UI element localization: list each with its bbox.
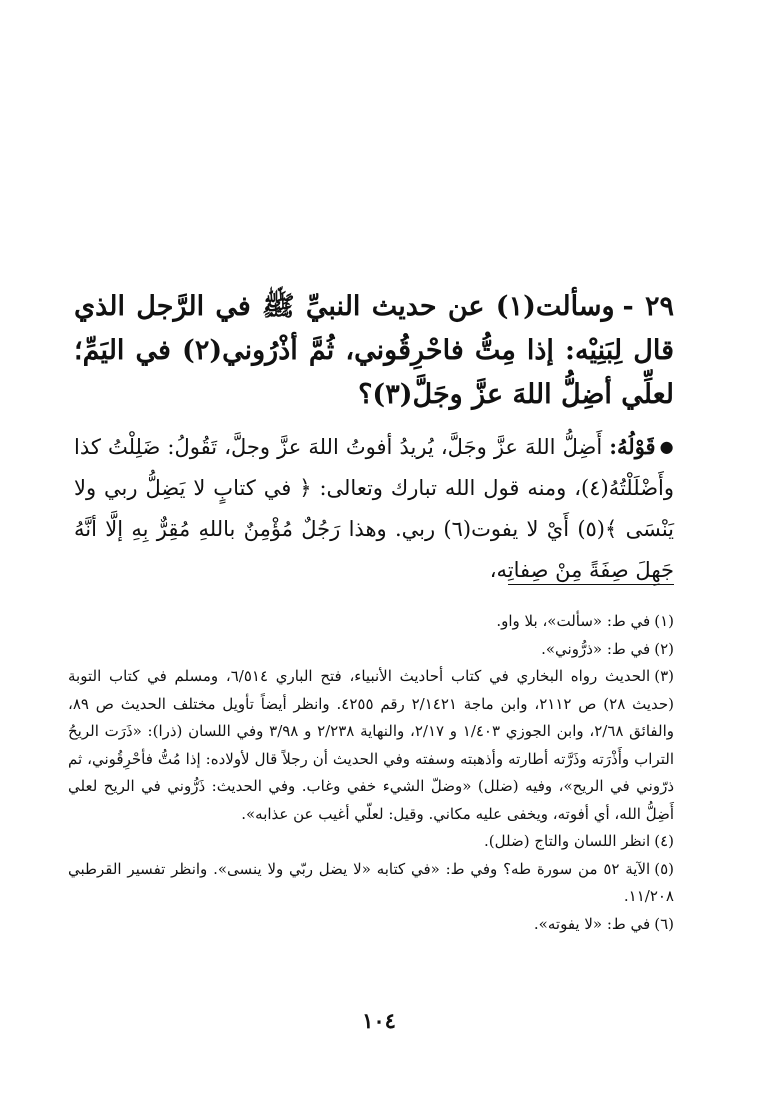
footnote-text: في ط: «ذرُّوني». xyxy=(541,639,651,658)
footnote-text: انظر اللسان والتاج (ضلل). xyxy=(484,832,651,850)
question-number: ٢٩ - xyxy=(622,291,674,322)
footnote-mark: (٥) xyxy=(654,859,674,878)
footnote-item xyxy=(68,828,674,856)
footnote-mark: (٣) xyxy=(654,667,674,685)
footnote-divider xyxy=(508,584,674,585)
footnote-mark: (٤) xyxy=(654,832,674,850)
answer-text: أَضِلُّ اللهَ عزَّ وجَلَّ، يُريدُ أفوتُ اللهَ عزَّ وجلَّ، تَقُولُ: ضَلِلْتُ كذا وأَضْلَلْتُهُ(٤)، ومنه قول الله تبارك وتعالى: ﴿ في كتابٍ لا يَضِلُّ ربي ولا يَنْسَى ﴾(٥) أَيْ لا يفوت(٦) ربي. وهذا رَجُلٌ مُؤْمِنٌ باللهِ مُقِرٌّ بِهِ إلَّا أنَّهُ جَهِلَ صِفَةً مِنْ صِفاتِه، xyxy=(74,435,675,582)
footnote-item xyxy=(68,856,674,911)
footnote-mark: (١) xyxy=(654,612,674,630)
footnote-text: الحديث رواه البخاري في كتاب أحاديث الأنبياء، فتح الباري ٦/٥١٤، ومسلم في كتاب التوبة (حديث ٢٨) ص ٢١١٢، وابن ماجة ٢/١٤٢١ رقم ٤٢٥٥. وانظر أيضاً تأويل مختلف الحديث ص ٨٩، والفائق ٢/٦٨، وابن الجوزي ١/٤٠٣ و ٢/١٧، والنهاية ٢/٢٣٨ و ٣/٩٨ وفي اللسان (ذرا): «ذَرَت الريحُ التراب وأَذْرَته وذَرَّته أطارته وأذهبته وسفته وفي الحديث أن رجلاً قال لأولاده: إذا مُتُّ فأحْرِقُوني، ثم ذرّوني في الريح»، وفيه (ضلل) «وضلّ الشيء خفي وغاب. وفي الحديث: ذَرُّوني في الريح لعلي أَضِلُّ الله، أي أفوته، ويخفى عليه مكاني. وقيل: لعلّي أغيب عن عذابه». xyxy=(68,667,675,823)
answer-lead: قَوْلُهُ: xyxy=(609,434,656,459)
footnote-item xyxy=(68,608,674,636)
footnote-mark: (٦) xyxy=(654,914,674,933)
footnote-text: في ط: «سألت»، بلا واو. xyxy=(496,612,651,630)
answer-paragraph xyxy=(74,426,674,591)
footnote-text: في ط: «لا يفوته». xyxy=(533,914,651,933)
footnote-item xyxy=(68,663,674,828)
footnote-item xyxy=(68,636,674,664)
footnote-mark: (٢) xyxy=(654,639,674,658)
bullet-icon: ● xyxy=(659,437,674,456)
question-paragraph xyxy=(74,285,674,417)
question-text: وسألت(١) عن حديث النبيِّ ﷺ في الرَّجل الذي قال لِبَنِيْه: إذا مِتُّ فاحْرِقُوني، ثُمَّ أذْرُوني(٢) في اليَمِّ؛ لعلِّي أضِلُّ اللهَ عزَّ وجَلَّ(٣)؟ xyxy=(74,291,675,410)
footnotes-list xyxy=(68,608,674,938)
footnote-text: الآية ٥٢ من سورة طه؟ وفي ط: «في كتابه «لا يضل ربّي ولا ينسى». وانظر تفسير القرطبي ١١/٢٠٨. xyxy=(68,859,674,905)
footnote-item xyxy=(68,911,674,939)
page-number: ١٠٤ xyxy=(362,1008,396,1033)
